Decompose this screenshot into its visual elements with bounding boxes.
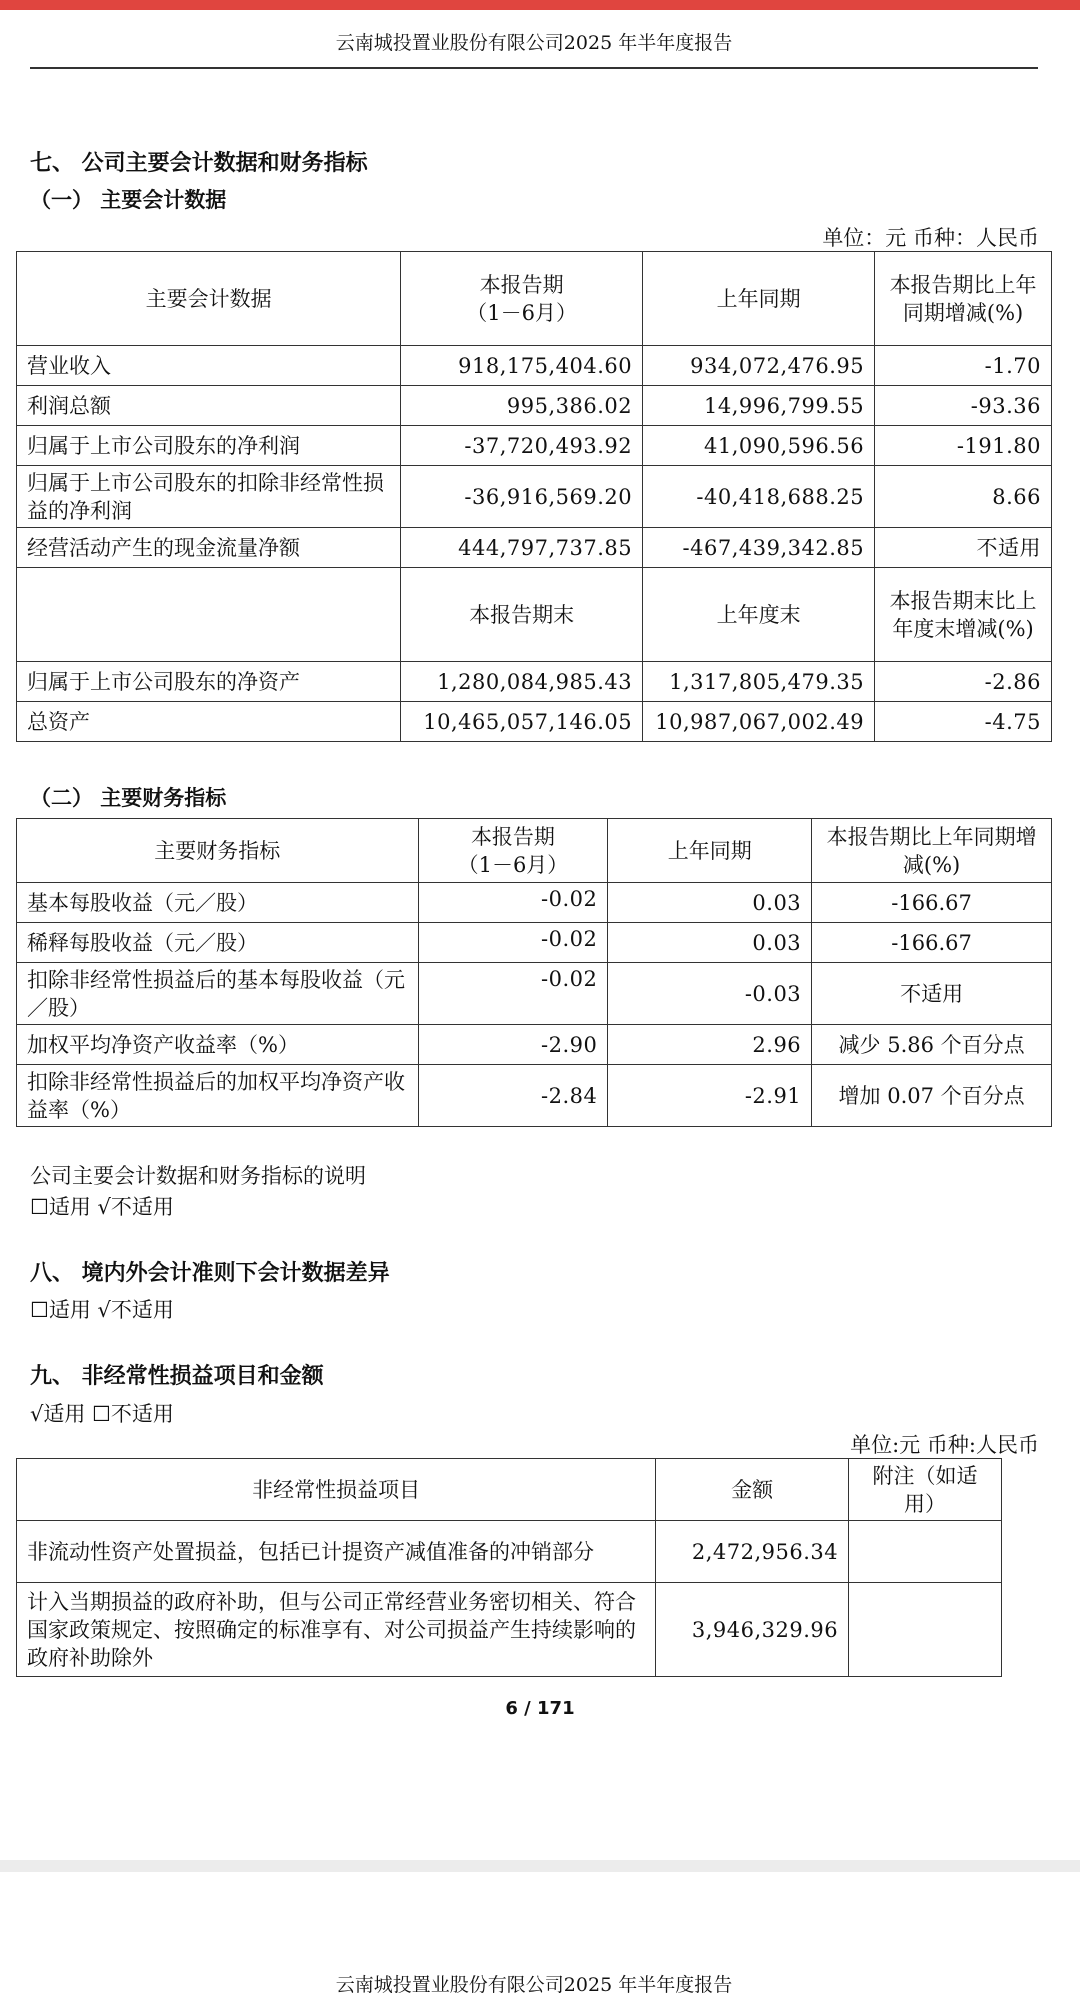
change-value: -166.67 bbox=[812, 923, 1052, 963]
top-accent-bar bbox=[0, 0, 1080, 10]
section-7-title: 七、 公司主要会计数据和财务指标 bbox=[30, 150, 368, 176]
page-number: 6 / 171 bbox=[505, 1698, 575, 1719]
table-row bbox=[17, 963, 1052, 1025]
table-row bbox=[17, 426, 1052, 466]
table-row bbox=[17, 346, 1052, 386]
amount-value: 2,472,956.34 bbox=[656, 1521, 849, 1583]
prior-value: 14,996,799.55 bbox=[643, 386, 875, 426]
section-9-title: 九、 非经常性损益项目和金额 bbox=[30, 1363, 324, 1389]
col-header-current-l2: （1－6月） bbox=[457, 852, 569, 877]
current-value: -2.90 bbox=[418, 1025, 608, 1065]
page-separator bbox=[0, 1860, 1080, 1872]
unit-note-1: 单位：元 币种：人民币 bbox=[822, 226, 1039, 250]
financial-indicators-table bbox=[16, 818, 1052, 1127]
table-header-row bbox=[17, 819, 1052, 883]
table-row bbox=[17, 386, 1052, 426]
running-header: 云南城投置业股份有限公司2025 年半年度报告 bbox=[30, 28, 1038, 69]
col-header-period-end: 本报告期末 bbox=[401, 568, 643, 662]
table-row bbox=[17, 1065, 1052, 1127]
row-label: 利润总额 bbox=[17, 386, 401, 426]
note-value bbox=[849, 1583, 1002, 1677]
row-label: 总资产 bbox=[17, 702, 401, 742]
current-value: 1,280,084,985.43 bbox=[401, 662, 643, 702]
table-row bbox=[17, 528, 1052, 568]
current-value: -0.02 bbox=[418, 883, 608, 923]
prior-value: 0.03 bbox=[608, 923, 812, 963]
change-value: -166.67 bbox=[812, 883, 1052, 923]
table-row bbox=[17, 1583, 1002, 1677]
current-value: -2.84 bbox=[418, 1065, 608, 1127]
col-header-change: 本报告期比上年同期增减(%) bbox=[812, 819, 1052, 883]
table-row bbox=[17, 1025, 1052, 1065]
subsection-main-accounting-data: （一） 主要会计数据 bbox=[30, 187, 227, 212]
col-header-amount: 金额 bbox=[656, 1459, 849, 1521]
current-value: 918,175,404.60 bbox=[401, 346, 643, 386]
table-subheader-row bbox=[17, 568, 1052, 662]
current-value: 995,386.02 bbox=[401, 386, 643, 426]
row-label: 非流动性资产处置损益，包括已计提资产减值准备的冲销部分 bbox=[17, 1521, 656, 1583]
row-label: 加权平均净资产收益率（%） bbox=[17, 1025, 419, 1065]
amount-value: 3,946,329.96 bbox=[656, 1583, 849, 1677]
table-header-row bbox=[17, 1459, 1002, 1521]
col-header-note: 附注（如适用） bbox=[849, 1459, 1002, 1521]
table-row bbox=[17, 923, 1052, 963]
col-header-item: 主要会计数据 bbox=[17, 252, 401, 346]
current-value: -0.02 bbox=[418, 963, 608, 1025]
subheader-blank bbox=[17, 568, 401, 662]
section-9-applicability: √适用 ☐不适用 bbox=[30, 1402, 174, 1426]
col-header-current-l2: （1－6月） bbox=[466, 300, 578, 325]
row-label: 基本每股收益（元／股） bbox=[17, 883, 419, 923]
col-header-item: 非经常性损益项目 bbox=[17, 1459, 656, 1521]
prior-value: -2.91 bbox=[608, 1065, 812, 1127]
change-value: 增加 0.07 个百分点 bbox=[812, 1065, 1052, 1127]
prior-value: 10,987,067,002.49 bbox=[643, 702, 875, 742]
table-row bbox=[17, 702, 1052, 742]
change-value: -2.86 bbox=[875, 662, 1052, 702]
current-value: 444,797,737.85 bbox=[401, 528, 643, 568]
prior-value: 2.96 bbox=[608, 1025, 812, 1065]
section-8-applicability: ☐适用 √不适用 bbox=[30, 1298, 174, 1322]
current-value: -37,720,493.92 bbox=[401, 426, 643, 466]
prior-value: 1,317,805,479.35 bbox=[643, 662, 875, 702]
col-header-current bbox=[418, 819, 608, 883]
note-applicability: ☐适用 √不适用 bbox=[30, 1195, 174, 1219]
col-header-change: 本报告期比上年同期增减(%) bbox=[875, 252, 1052, 346]
current-value: -36,916,569.20 bbox=[401, 466, 643, 528]
row-label: 经营活动产生的现金流量净额 bbox=[17, 528, 401, 568]
prior-value: 41,090,596.56 bbox=[643, 426, 875, 466]
col-header-current-l1: 本报告期 bbox=[479, 272, 564, 297]
prior-value: -40,418,688.25 bbox=[643, 466, 875, 528]
change-value: 不适用 bbox=[875, 528, 1052, 568]
col-header-prior-year-end: 上年度末 bbox=[643, 568, 875, 662]
col-header-prior: 上年同期 bbox=[608, 819, 812, 883]
row-label: 营业收入 bbox=[17, 346, 401, 386]
table-row bbox=[17, 466, 1052, 528]
row-label: 扣除非经常性损益后的加权平均净资产收益率（%） bbox=[17, 1065, 419, 1127]
change-value: -1.70 bbox=[875, 346, 1052, 386]
prior-value: 934,072,476.95 bbox=[643, 346, 875, 386]
note-value bbox=[849, 1521, 1002, 1583]
main-accounting-data-table bbox=[16, 251, 1052, 742]
table-row bbox=[17, 883, 1052, 923]
row-label: 计入当期损益的政府补助，但与公司正常经营业务密切相关、符合国家政策规定、按照确定的标准享有、对公司损益产生持续影响的政府补助除外 bbox=[17, 1583, 656, 1677]
non-recurring-items-table bbox=[16, 1458, 1002, 1677]
col-header-current bbox=[401, 252, 643, 346]
row-label: 扣除非经常性损益后的基本每股收益（元／股） bbox=[17, 963, 419, 1025]
prior-value: -467,439,342.85 bbox=[643, 528, 875, 568]
section-8-title: 八、 境内外会计准则下会计数据差异 bbox=[30, 1260, 390, 1286]
change-value: -93.36 bbox=[875, 386, 1052, 426]
current-value: -0.02 bbox=[418, 923, 608, 963]
table-header-row bbox=[17, 252, 1052, 346]
prior-value: -0.03 bbox=[608, 963, 812, 1025]
subsection-financial-indicators: （二） 主要财务指标 bbox=[30, 785, 227, 810]
col-header-current-l1: 本报告期 bbox=[470, 824, 555, 849]
row-label: 归属于上市公司股东的扣除非经常性损益的净利润 bbox=[17, 466, 401, 528]
col-header-change-end: 本报告期末比上年度末增减(%) bbox=[875, 568, 1052, 662]
row-label: 归属于上市公司股东的净资产 bbox=[17, 662, 401, 702]
table-row bbox=[17, 1521, 1002, 1583]
col-header-item: 主要财务指标 bbox=[17, 819, 419, 883]
change-value: -191.80 bbox=[875, 426, 1052, 466]
change-value: -4.75 bbox=[875, 702, 1052, 742]
next-page-header: 云南城投置业股份有限公司2025 年半年度报告 bbox=[335, 1974, 733, 1996]
row-label: 归属于上市公司股东的净利润 bbox=[17, 426, 401, 466]
prior-value: 0.03 bbox=[608, 883, 812, 923]
change-value: 不适用 bbox=[812, 963, 1052, 1025]
note-title: 公司主要会计数据和财务指标的说明 bbox=[30, 1164, 366, 1188]
current-value: 10,465,057,146.05 bbox=[401, 702, 643, 742]
row-label: 稀释每股收益（元／股） bbox=[17, 923, 419, 963]
change-value: 减少 5.86 个百分点 bbox=[812, 1025, 1052, 1065]
unit-note-2: 单位:元 币种:人民币 bbox=[850, 1433, 1039, 1457]
change-value: 8.66 bbox=[875, 466, 1052, 528]
col-header-prior: 上年同期 bbox=[643, 252, 875, 346]
table-row bbox=[17, 662, 1052, 702]
